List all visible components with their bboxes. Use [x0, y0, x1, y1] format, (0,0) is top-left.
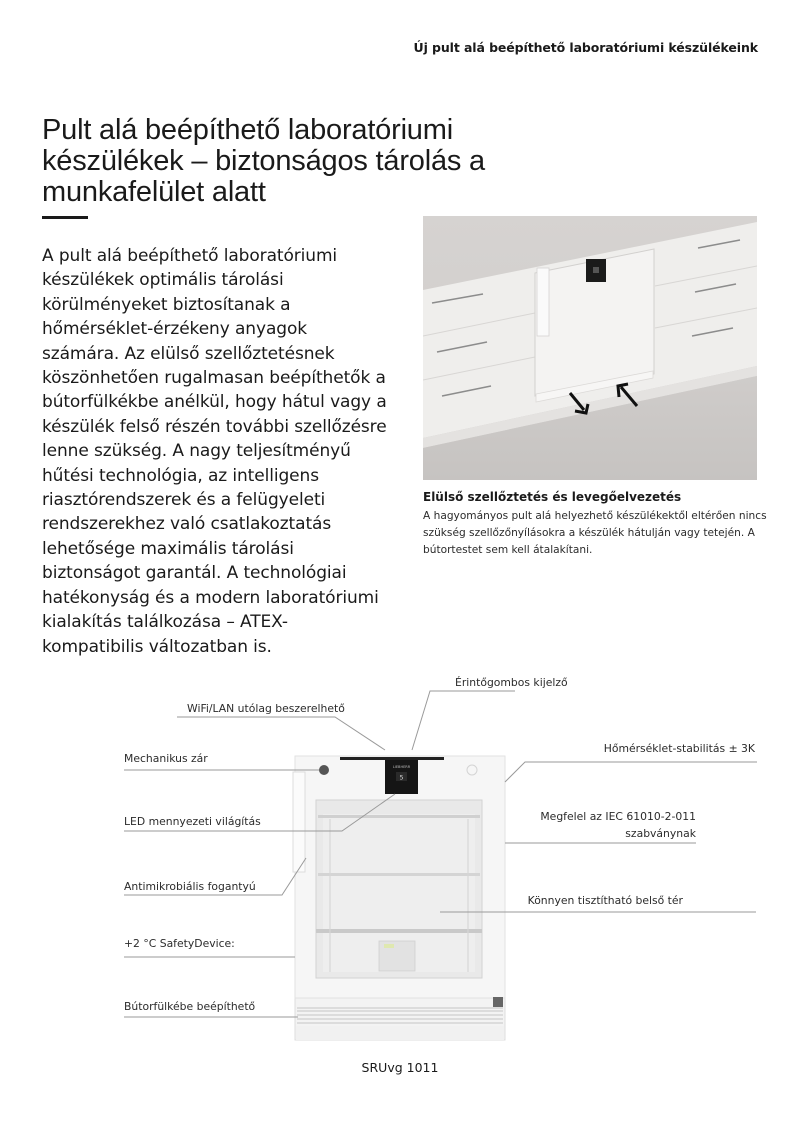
callout-wifi-lan: WiFi/LAN utólag beszerelhető [187, 702, 345, 715]
shelf [316, 929, 482, 933]
top-strip [340, 757, 444, 760]
callout-iec-standard [540, 808, 696, 842]
callout-mechanical-lock: Mechanikus zár [124, 752, 208, 765]
callout-safety-device: +2 °C SafetyDevice: [124, 937, 235, 950]
callout-built-in: Bútorfülkébe beépíthető [124, 1000, 256, 1013]
photo-caption-text: A hagyományos pult alá helyezhető készülékektől eltérően nincs szükség szellőzőnyílásokra a készülék hátulján vagy tetején. A bútortestet sem kell átalakítani. [423, 510, 767, 556]
display-value: 5 [399, 774, 404, 782]
door-handle [537, 268, 549, 336]
section-header-title: Új pult alá beépíthető laboratóriumi készülékeink [413, 40, 758, 55]
installation-illustration [423, 216, 757, 480]
body-paragraph: A pult alá beépíthető laboratóriumi készülékek optimális tárolási körülményeket biztosítanak a hőmérséklet-érzékeny anyagok számára. Az elülső szellőztetésnek köszönhetően rugalmasan beépíthetők a bútorfülkékbe anélkül, hogy hátul vagy a készülék felső részén további szellőzésre lenne szükség. A nagy teljesítményű hűtési technológia, az intelligens riasztórendszerek és a felügyeleti rendszerekhez való csatlakoztatás lehetősége maximális tárolási biztonságot garantál. A technológiai hatékonyság és a modern laboratóriumi kialakítás találkozása – ATEX-kompatibilis változatban is. [42, 246, 387, 657]
mechanical-lock [319, 765, 329, 775]
shelf [318, 873, 480, 876]
callout-led-lighting: LED mennyezeti világítás [124, 815, 261, 828]
callout-iec-line1: Megfelel az IEC 61010-2-011 [540, 810, 696, 823]
callout-iec-line2: szabványnak [625, 827, 696, 840]
installation-photo [423, 216, 757, 480]
shelf [318, 815, 480, 818]
model-name: SRUvg 1011 [361, 1060, 439, 1075]
page-title: Pult alá beépíthető laboratóriumi készülékek – biztonságos tárolás a munkafelület alatt [42, 114, 485, 208]
callout-touch-display: Érintőgombos kijelző [455, 676, 568, 689]
display-brand: LIEBHERR [392, 765, 411, 769]
door-handle [293, 772, 305, 872]
product-feature-diagram [0, 660, 800, 1080]
photo-caption-title: Elülső szellőztetés és levegőelvezetés [423, 490, 682, 504]
fridge-illustration [0, 660, 800, 1080]
title-underline-divider [42, 216, 88, 219]
callout-antimicrobial-handle: Antimikrobiális fogantyú [124, 880, 256, 893]
hinge [493, 997, 503, 1007]
callout-temp-stability: Hőmérséklet-stabilitás ± 3K [603, 742, 755, 755]
callout-easy-clean: Könnyen tisztítható belső tér [527, 894, 683, 907]
